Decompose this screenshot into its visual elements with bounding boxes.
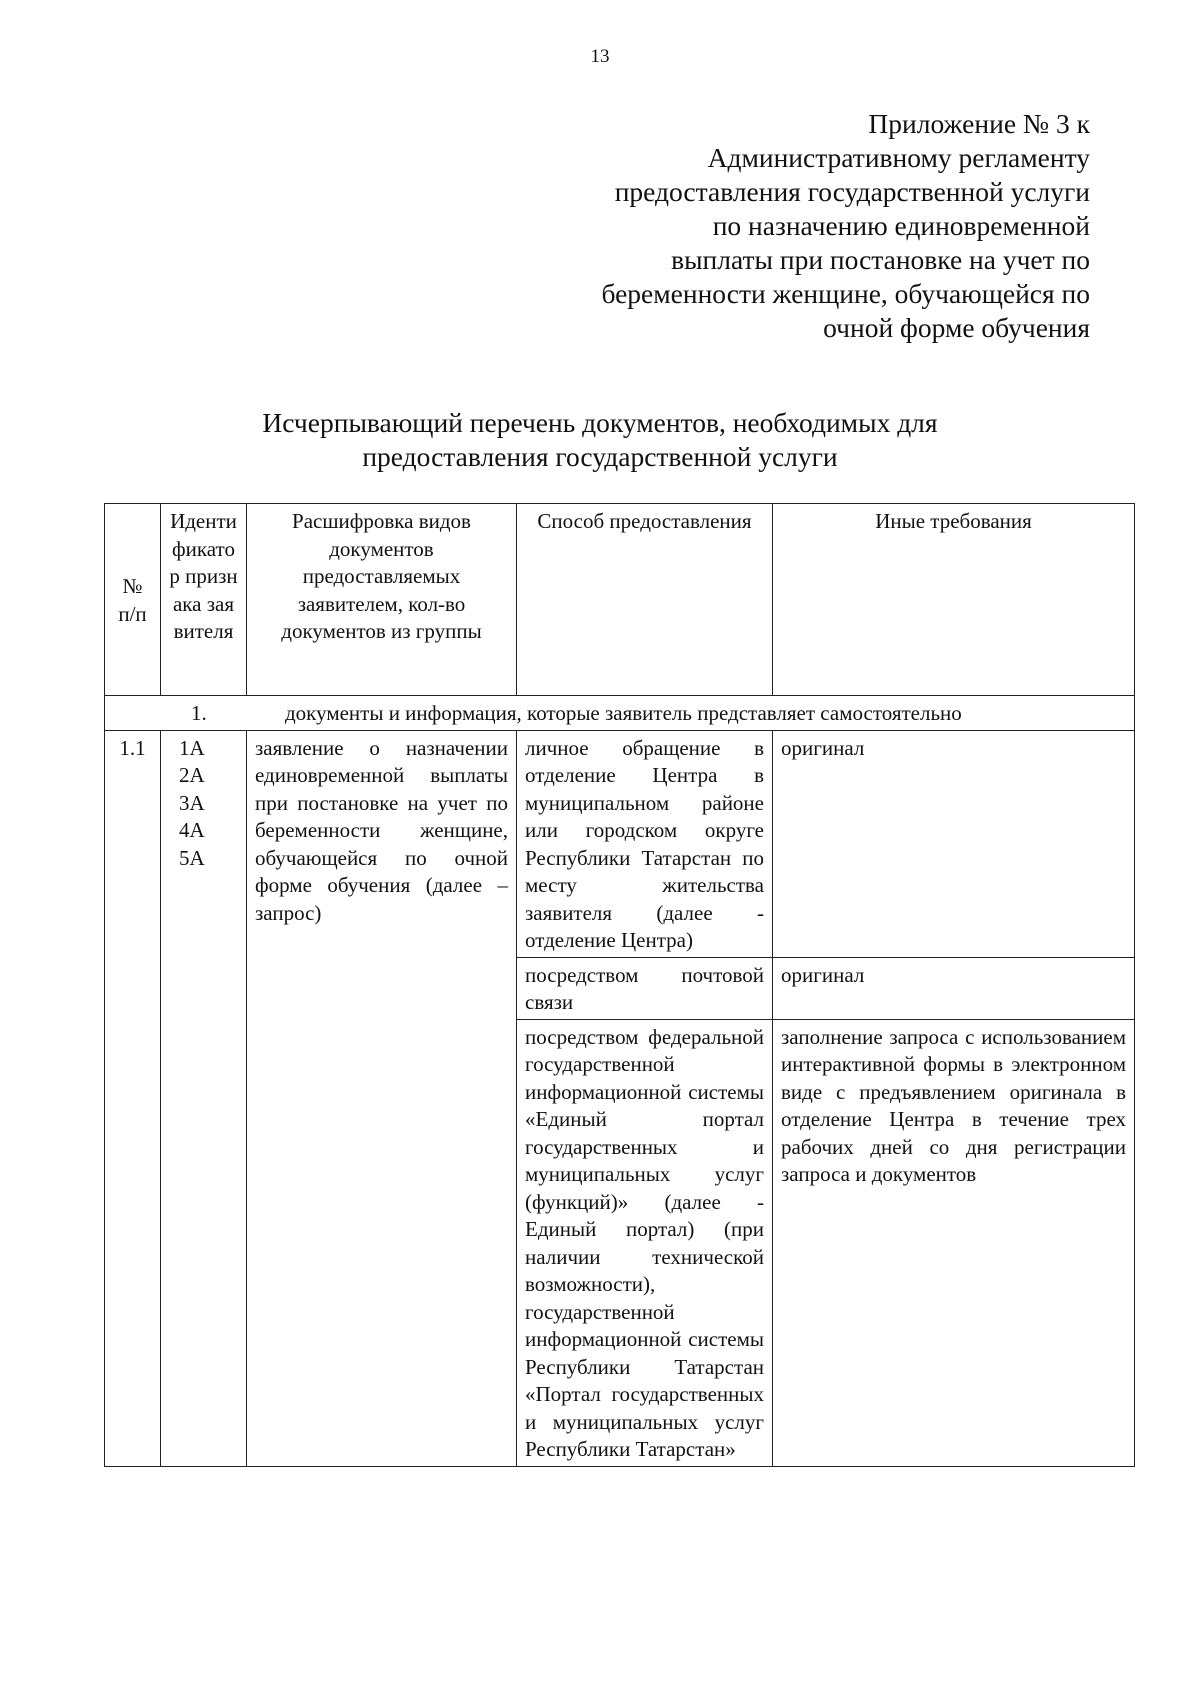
section-heading — [105, 696, 1135, 731]
table-header-row — [105, 504, 1135, 696]
appendix-reference — [601, 107, 1090, 345]
method-cell: посредством федеральной государственной информационной системы «Единый портал государственных и муниципальных услуг (функций)» (далее - Единый портал) (при наличии технической возможности), государственной информационной системы Республики Татарстан «Портал государственных и муниципальных услуг Республики Татарстан» — [517, 1019, 773, 1466]
title-line: Исчерпывающий перечень документов, необходимых для — [262, 407, 938, 438]
identifier-item: 4А — [179, 818, 205, 842]
row-identifiers — [161, 730, 247, 1466]
section-number: 1. — [191, 701, 207, 725]
appendix-line: по назначению единовременной — [712, 210, 1090, 241]
header-requirements: Иные требования — [773, 504, 1135, 696]
table-row — [105, 730, 1135, 957]
identifier-item: 2А — [179, 763, 205, 787]
header-method: Способ предоставления — [517, 504, 773, 696]
page-number: 13 — [590, 46, 610, 67]
document-title — [0, 406, 1200, 474]
appendix-line: Приложение № 3 к — [868, 108, 1090, 139]
section-title: документы и информация, которые заявитель представляет самостоятельно — [285, 701, 962, 725]
requirement-cell: оригинал — [773, 957, 1135, 1019]
method-cell: посредством почтовой связи — [517, 957, 773, 1019]
requirement-cell: оригинал — [773, 730, 1135, 957]
requirement-cell: заполнение запроса с использованием интерактивной формы в электронном виде с предъявлением оригинала в отделение Центра в течение трех рабочих дней со дня регистрации запроса и документов — [773, 1019, 1135, 1466]
section-row — [105, 696, 1135, 731]
identifier-item: 3А — [179, 790, 205, 815]
title-line: предоставления государственной услуги — [362, 441, 838, 472]
appendix-line: беременности женщине, обучающейся по — [601, 278, 1090, 309]
header-documents: Расшифровка видов документов предоставляемых заявителем, кол-во документов из группы — [247, 504, 517, 696]
appendix-line: Административному регламенту — [707, 142, 1090, 173]
header-num: № п/п — [105, 504, 161, 696]
documents-table — [104, 503, 1135, 1467]
method-cell: личное обращение в отделение Центра в муниципальном районе или городском округе Республики Татарстан по месту жительства заявителя (далее - отделение Центра) — [517, 730, 773, 957]
appendix-line: предоставления государственной услуги — [614, 176, 1090, 207]
identifier-item: 1А — [179, 735, 205, 760]
identifier-item: 5А — [179, 845, 205, 870]
header-identifier: Идентификатор признака заявителя — [161, 504, 247, 696]
row-document: заявление о назначении единовременной выплаты при постановке на учет по беременности женщине, обучающейся по очной форме обучения (далее – запрос) — [247, 730, 517, 1466]
row-number: 1.1 — [105, 730, 161, 1466]
appendix-line: очной форме обучения — [823, 312, 1090, 343]
appendix-line: выплаты при постановке на учет по — [671, 244, 1090, 275]
